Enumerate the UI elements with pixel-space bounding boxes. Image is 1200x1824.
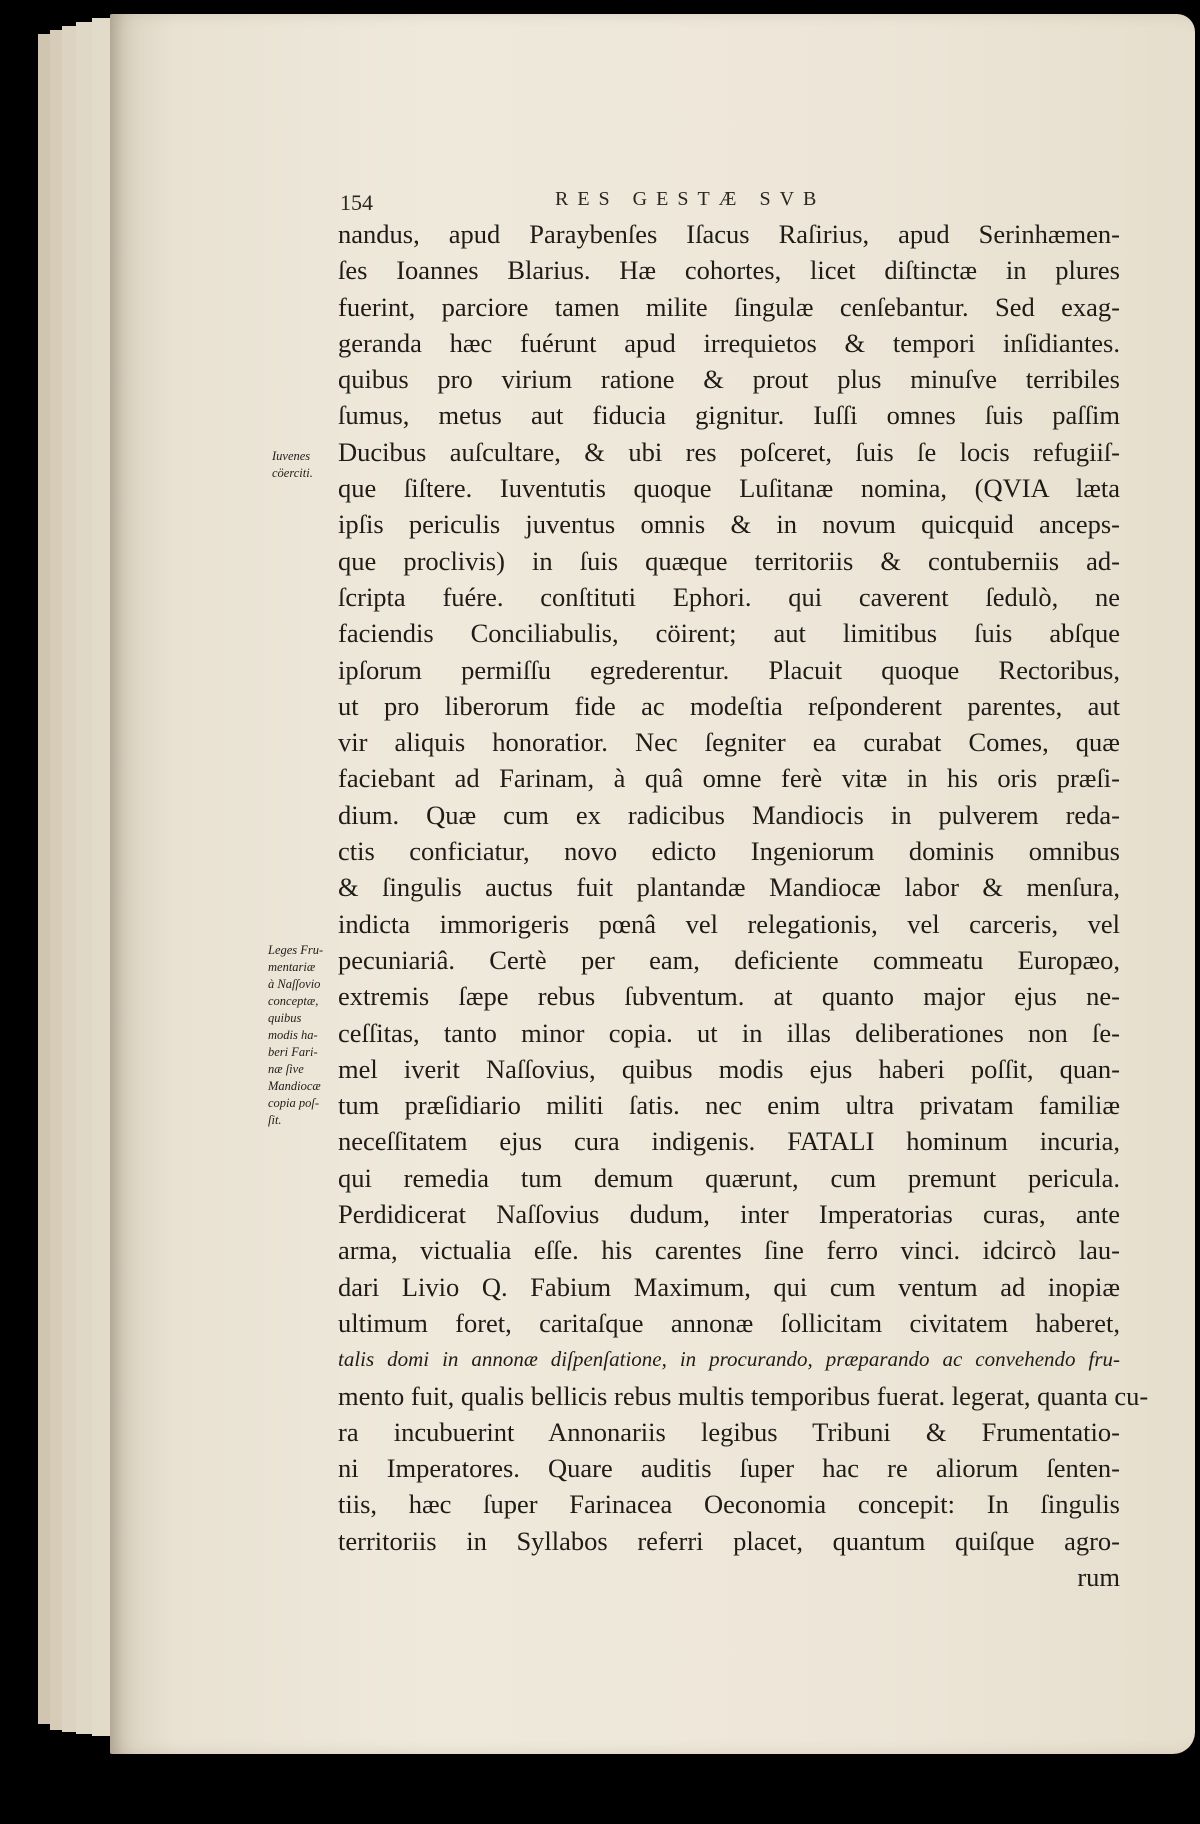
text-line: pecuniariâ. Certè per eam, deficiente commeatu Europæo,: [338, 944, 1120, 975]
text-line: ipſorum permiſſu egrederentur. Placuit quoque Rectoribus,: [338, 654, 1120, 685]
margin-note-line: copia poſ-: [268, 1096, 320, 1110]
text-line: ſcripta fuére. conſtituti Ephori. qui caverent ſedulò, ne: [338, 581, 1120, 612]
text-line: indicta immorigeris pœnâ vel relegationis, vel carceris, vel: [338, 908, 1120, 939]
text-line: geranda hæc fuérunt apud irrequietos & tempori inſidiantes.: [338, 327, 1120, 358]
text-line: ceſſitas, tanto minor copia. ut in illas deliberationes non ſe-: [338, 1017, 1120, 1048]
margin-note-line: Leges Fru-: [268, 943, 324, 957]
text-line: que proclivis) in ſuis quæque territoriis & contuberniis ad-: [338, 545, 1120, 576]
margin-note-leges: [268, 942, 340, 1129]
text-line: ra incubuerint Annonariis legibus Tribuni & Frumentatio-: [338, 1416, 1120, 1447]
margin-note-line: à Naſſovio: [268, 977, 321, 991]
margin-note-line: Mandiocæ: [268, 1079, 321, 1093]
text-line: dium. Quæ cum ex radicibus Mandiocis in pulverem reda-: [338, 799, 1120, 830]
text-line: dari Livio Q. Fabium Maximum, qui cum ventum ad inopiæ: [338, 1271, 1120, 1302]
text-line: ultimum foret, caritaſque annonæ ſollicitam civitatem haberet,: [338, 1307, 1120, 1338]
margin-note-line: mentariæ: [268, 960, 316, 974]
text-line: nandus, apud Paraybenſes Iſacus Raſirius, apud Serinhæmen-: [338, 219, 1120, 249]
text-line: faciebant ad Farinam, à quâ omne ferè vitæ in his oris præſi-: [338, 763, 1120, 794]
main-text-block: [338, 216, 1149, 1595]
text-line: que ſiſtere. Iuventutis quoque Luſitanæ nomina, (QVIA læta: [338, 473, 1120, 504]
text-line: Perdidicerat Naſſovius dudum, inter Imperatorias curas, ante: [338, 1199, 1120, 1230]
text-line: quibus pro virium ratione & prout plus minuſve terribiles: [338, 364, 1120, 395]
text-line: tum præſidiario militi ſatis. nec enim ultra privatam familiæ: [338, 1090, 1120, 1121]
text-line: mento fuit, qualis bellicis rebus multis temporibus fuerat. legerat, quanta cu-: [338, 1380, 1149, 1411]
text-line: extremis ſæpe rebus ſubventum. at quanto major ejus ne-: [338, 981, 1120, 1012]
text-line: ut pro liberorum fide ac modeſtia reſponderent parentes, aut: [338, 690, 1120, 721]
margin-note-line: beri Fari-: [268, 1045, 318, 1059]
text-line: ipſis periculis juventus omnis & in novum quicquid anceps-: [338, 509, 1120, 540]
text-line: vir aliquis honoratior. Nec ſegniter ea curabat Comes, quæ: [338, 727, 1120, 758]
margin-note-line: quibus: [268, 1011, 302, 1025]
margin-note-line: modis ha-: [268, 1028, 318, 1042]
margin-note-line: Iuvenes: [272, 449, 311, 463]
running-title: RES GESTÆ SVB: [555, 188, 826, 210]
text-line-italic: talis domi in annonæ diſpenſatione, in procurando, præparando ac convehendo fru-: [338, 1347, 1120, 1372]
text-line: ni Imperatores. Quare auditis ſuper hac re aliorum ſenten-: [338, 1453, 1120, 1484]
text-line: neceſſitatem ejus cura indigenis. FATALI hominum incuria,: [338, 1126, 1120, 1157]
margin-note-iuvenes: [272, 448, 338, 482]
text-line: mel iverit Naſſovius, quibus modis ejus haberi poſſit, quan-: [338, 1053, 1120, 1084]
text-line: & ſingulis auctus fuit plantandæ Mandiocæ labor & menſura,: [338, 872, 1120, 903]
margin-note-line: ſit.: [268, 1113, 282, 1127]
text-line: ctis conficiatur, novo edicto Ingeniorum dominis omnibus: [338, 836, 1120, 867]
margin-note-line: næ ſive: [268, 1062, 304, 1076]
text-line: territoriis in Syllabos referri placet, quantum quiſque agro-: [338, 1525, 1120, 1556]
margin-note-line: conceptæ,: [268, 994, 319, 1008]
text-line: ſes Ioannes Blarius. Hæ cohortes, licet diſtinctæ in plures: [338, 255, 1120, 286]
text-line: qui remedia tum demum quærunt, cum premunt pericula.: [338, 1162, 1120, 1193]
text-line: Ducibus auſcultare, & ubi res poſceret, ſuis ſe locis refugiiſ-: [338, 436, 1120, 467]
text-line: faciendis Conciliabulis, cöirent; aut limitibus ſuis abſque: [338, 618, 1120, 649]
catchword: rum: [1077, 1561, 1120, 1592]
page-number: 154: [340, 190, 373, 215]
text-line: tiis, hæc ſuper Farinacea Oeconomia concepit: In ſingulis: [338, 1489, 1120, 1520]
running-head: [340, 180, 1140, 220]
text-line: fuerint, parciore tamen milite ſingulæ cenſebantur. Sed exag-: [338, 291, 1120, 322]
text-line: arma, victualia eſſe. his carentes ſine ferro vinci. idcircò lau-: [338, 1235, 1120, 1266]
margin-note-line: cöerciti.: [272, 466, 313, 480]
text-line: ſumus, metus aut fiducia gignitur. Iuſſi omnes ſuis paſſim: [338, 400, 1120, 431]
